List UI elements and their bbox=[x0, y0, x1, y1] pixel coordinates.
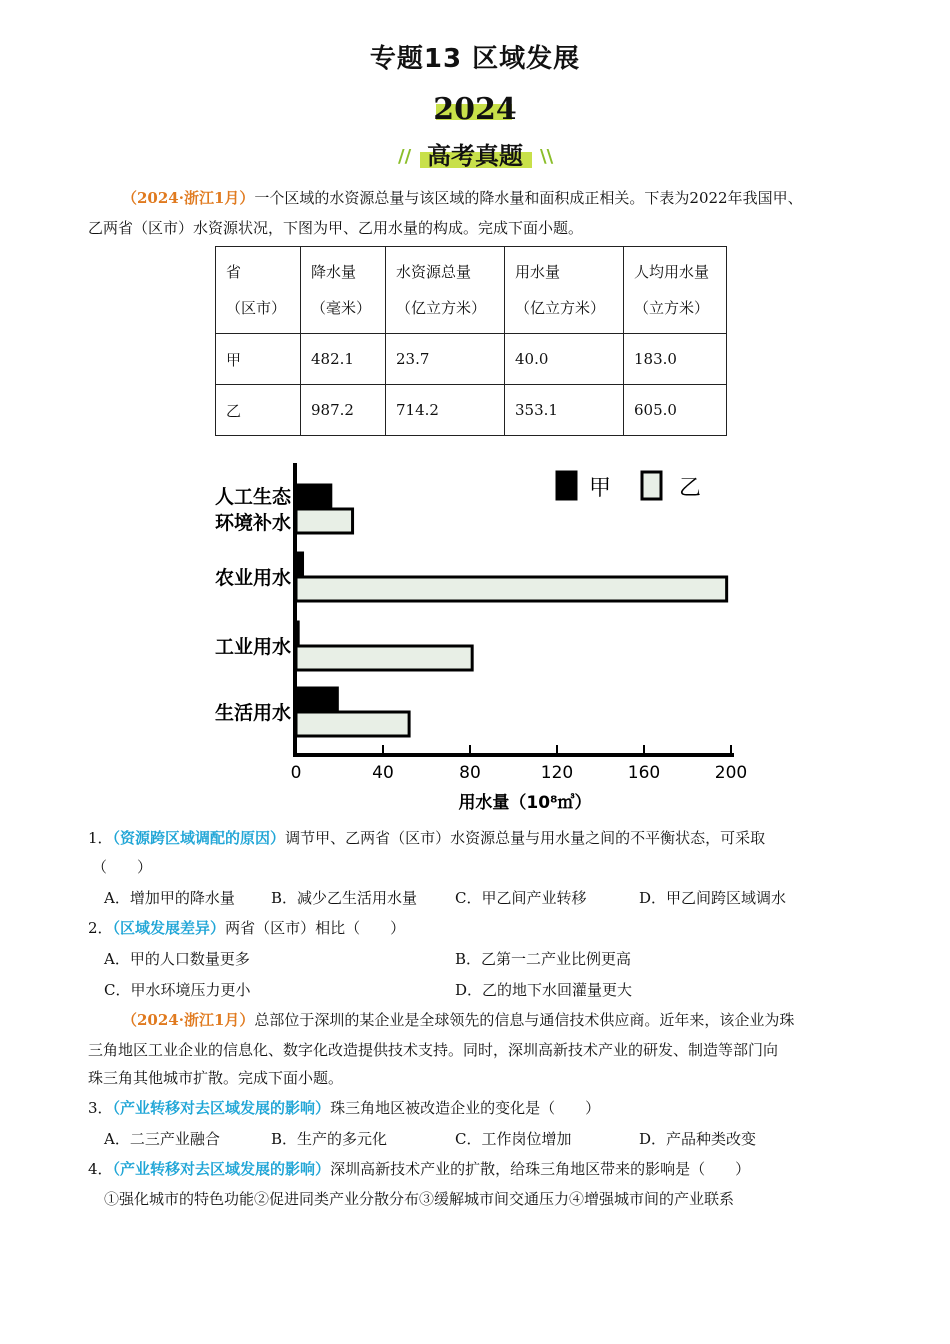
intro1-line2: 乙两省（区市）水资源状况，下图为甲、乙用水量的构成。完成下面小题。 bbox=[88, 219, 584, 237]
table-cell: 714.2 bbox=[386, 385, 505, 436]
question-number: 2． bbox=[88, 919, 113, 937]
option-d[interactable]: D．乙的地下水回灌量更大 bbox=[455, 981, 633, 999]
table-cell: 40.0 bbox=[505, 334, 624, 385]
intro2-line3: 珠三角其他城市扩散。完成下面小题。 bbox=[88, 1069, 344, 1087]
legend-swatch-yi bbox=[642, 472, 661, 499]
legend-label-yi: 乙 bbox=[679, 476, 702, 501]
header-cell: 降水量 （毫米） bbox=[301, 247, 386, 334]
water-use-bar-chart bbox=[195, 455, 765, 820]
category-label: 环境补水 bbox=[214, 512, 291, 534]
bar-甲-2 bbox=[296, 622, 298, 646]
option-d[interactable]: D．甲乙间跨区域调水 bbox=[639, 889, 787, 907]
question-1 bbox=[88, 828, 765, 848]
intro2-source: （2024·浙江1月） bbox=[122, 1011, 255, 1029]
table-cell: 353.1 bbox=[505, 385, 624, 436]
legend-label-jia: 甲 bbox=[589, 476, 612, 501]
water-resource-table bbox=[215, 246, 727, 436]
question-tag: （区域发展差异） bbox=[112, 919, 226, 937]
question-tag: （产业转移对去区域发展的影响） bbox=[112, 1160, 331, 1178]
question-tag: （产业转移对去区域发展的影响） bbox=[112, 1099, 331, 1117]
question-stem: 两省（区市）相比（ ） bbox=[225, 919, 406, 937]
bar-甲-1 bbox=[296, 553, 303, 577]
option-b[interactable]: B．减少乙生活用水量 bbox=[271, 889, 418, 907]
table-cell: 甲 bbox=[216, 334, 301, 385]
table-cell: 987.2 bbox=[301, 385, 386, 436]
table-cell: 605.0 bbox=[624, 385, 727, 436]
option-b[interactable]: B．乙第一二产业比例更高 bbox=[455, 950, 632, 968]
question-tag: （资源跨区域调配的原因） bbox=[112, 829, 286, 847]
option-b[interactable]: B．生产的多元化 bbox=[271, 1130, 388, 1148]
bar-甲-3 bbox=[296, 688, 337, 712]
option-c[interactable]: C．甲水环境压力更小 bbox=[104, 981, 251, 999]
header-cell: 水资源总量 （亿立方米） bbox=[386, 247, 505, 334]
legend-swatch-jia bbox=[557, 472, 576, 499]
x-tick-label: 0 bbox=[290, 763, 302, 783]
question-4 bbox=[88, 1159, 750, 1179]
question-number: 4． bbox=[88, 1160, 113, 1178]
question-stem: 调节甲、乙两省（区市）水资源总量与用水量之间的不平衡状态，可采取 bbox=[285, 829, 766, 847]
header-cell: 人均用水量 （立方米） bbox=[624, 247, 727, 334]
page-title: 专题13 区域发展 bbox=[369, 44, 581, 74]
question-1-bracket: （ ） bbox=[92, 858, 153, 876]
intro2-line2: 三角地区工业企业的信息化、数字化改造提供技术支持。同时，深圳高新技术产业的研发、制造等部门向 bbox=[88, 1041, 779, 1059]
question-stem: 珠三角地区被改造企业的变化是（ ） bbox=[330, 1099, 601, 1117]
table-cell: 23.7 bbox=[386, 334, 505, 385]
x-tick-label: 200 bbox=[714, 763, 748, 783]
category-label: 生活用水 bbox=[214, 702, 291, 724]
option-a[interactable]: A．二三产业融合 bbox=[104, 1130, 220, 1148]
x-tick-label: 120 bbox=[540, 763, 574, 783]
option-d[interactable]: D．产品种类改变 bbox=[639, 1130, 757, 1148]
table-cell: 482.1 bbox=[301, 334, 386, 385]
table-cell: 183.0 bbox=[624, 334, 727, 385]
bar-乙-1 bbox=[296, 577, 727, 601]
year-label: 2024 bbox=[433, 92, 517, 127]
question-4-choices: ①强化城市的特色功能②促进同类产业分散分布③缓解城市间交通压力④增强城市间的产业联系 bbox=[104, 1190, 735, 1208]
section-subtitle: 高考真题 bbox=[427, 142, 523, 170]
category-label: 人工生态 bbox=[214, 486, 291, 508]
right-slash-decoration: \\ bbox=[540, 146, 554, 167]
intro1-text1: 一个区域的水资源总量与该区域的降水量和面积成正相关。下表为2022年我国甲、 bbox=[254, 189, 803, 207]
header-cell: 用水量 （亿立方米） bbox=[505, 247, 624, 334]
category-label: 农业用水 bbox=[214, 567, 291, 589]
question-number: 1． bbox=[88, 829, 113, 847]
bar-甲-0 bbox=[296, 485, 331, 509]
intro2-line1 bbox=[122, 1010, 794, 1030]
option-c[interactable]: C．甲乙间产业转移 bbox=[455, 889, 587, 907]
left-slash-decoration: // bbox=[398, 146, 412, 167]
table-header-row bbox=[216, 247, 727, 334]
header-cell: 省 （区市） bbox=[216, 247, 301, 334]
intro1-line1 bbox=[122, 188, 803, 208]
bar-乙-3 bbox=[296, 712, 409, 736]
table-cell: 乙 bbox=[216, 385, 301, 436]
bar-乙-0 bbox=[296, 509, 353, 533]
question-2 bbox=[88, 918, 405, 938]
x-tick-label: 80 bbox=[459, 763, 481, 783]
x-tick-label: 40 bbox=[372, 763, 394, 783]
intro2-text1: 总部位于深圳的某企业是全球领先的信息与通信技术供应商。近年来，该企业为珠 bbox=[254, 1011, 795, 1029]
bar-乙-2 bbox=[296, 646, 472, 670]
option-a[interactable]: A．甲的人口数量更多 bbox=[104, 950, 250, 968]
option-c[interactable]: C．工作岗位增加 bbox=[455, 1130, 572, 1148]
x-tick-label: 160 bbox=[627, 763, 661, 783]
table-row bbox=[216, 334, 727, 385]
question-3 bbox=[88, 1098, 600, 1118]
table-row bbox=[216, 385, 727, 436]
intro1-source: （2024·浙江1月） bbox=[122, 189, 255, 207]
category-label: 工业用水 bbox=[214, 636, 291, 658]
question-stem: 深圳高新技术产业的扩散，给珠三角地区带来的影响是（ ） bbox=[330, 1160, 751, 1178]
option-a[interactable]: A．增加甲的降水量 bbox=[104, 889, 235, 907]
x-axis-title: 用水量（10⁸㎥） bbox=[458, 793, 592, 813]
question-number: 3． bbox=[88, 1099, 113, 1117]
